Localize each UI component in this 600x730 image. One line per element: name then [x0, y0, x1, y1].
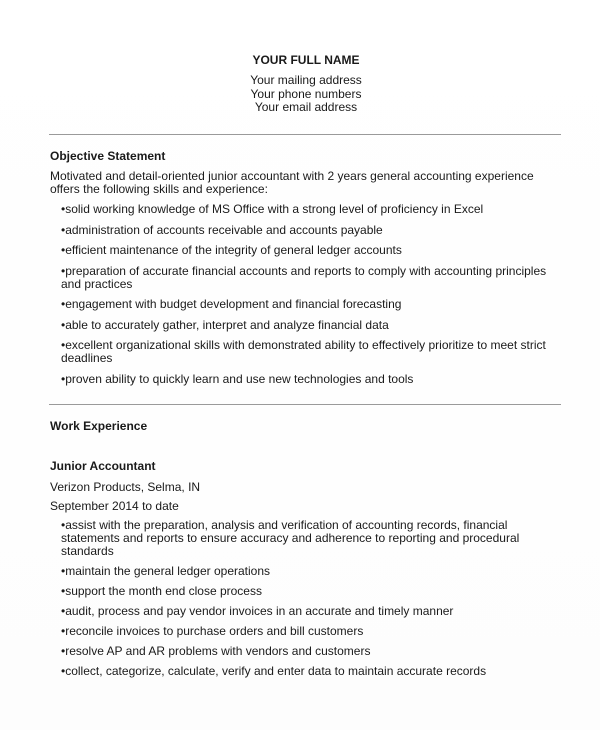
- objective-intro: Motivated and detail-oriented junior accountant with 2 years general accounting experience offers the following skills and experience:: [50, 169, 534, 196]
- skill-item: •engagement with budget development and financial forecasting: [61, 297, 402, 311]
- skill-item: •solid working knowledge of MS Office with a strong level of proficiency in Excel: [61, 202, 484, 216]
- objective-heading: Objective Statement: [50, 149, 166, 163]
- duty-item: •audit, process and pay vendor invoices in an accurate and timely manner: [61, 604, 454, 618]
- duty-item: •support the month end close process: [61, 584, 262, 598]
- job-duties-list: [61, 519, 551, 685]
- resume-header: [0, 53, 600, 115]
- company-location: Verizon Products, Selma, IN: [50, 480, 201, 494]
- section-divider: [49, 404, 561, 405]
- employment-dates: September 2014 to date: [50, 499, 179, 513]
- phone-numbers: Your phone numbers: [250, 86, 362, 101]
- work-experience-heading: Work Experience: [50, 419, 148, 433]
- skill-item: •excellent organizational skills with demonstrated ability to effectively prioritize to meet strict deadlines: [61, 338, 546, 365]
- duty-item: •maintain the general ledger operations: [61, 564, 271, 578]
- full-name: YOUR FULL NAME: [252, 53, 360, 67]
- skill-item: •preparation of accurate financial accounts and reports to comply with accounting principles and practices: [61, 263, 547, 291]
- skill-item: •able to accurately gather, interpret and analyze financial data: [61, 317, 389, 332]
- duty-item: •collect, categorize, calculate, verify and enter data to maintain accurate records: [61, 664, 487, 678]
- header-divider: [49, 134, 561, 135]
- skill-item: •administration of accounts receivable and accounts payable: [61, 222, 383, 237]
- mailing-address: Your mailing address: [250, 73, 362, 87]
- duty-item: •resolve AP and AR problems with vendors and customers: [61, 644, 371, 658]
- email-address: Your email address: [254, 100, 358, 114]
- job-title: Junior Accountant: [50, 459, 156, 473]
- objective-skills-list: [61, 203, 551, 393]
- skill-item: •proven ability to quickly learn and use new technologies and tools: [61, 371, 414, 386]
- duty-item: •reconcile invoices to purchase orders and bill customers: [61, 624, 364, 638]
- duty-item: •assist with the preparation, analysis and verification of accounting records, financial statements and reports to ensure accuracy and adherence to reporting and procedural standards: [61, 518, 520, 558]
- skill-item: •efficient maintenance of the integrity of general ledger accounts: [61, 243, 402, 257]
